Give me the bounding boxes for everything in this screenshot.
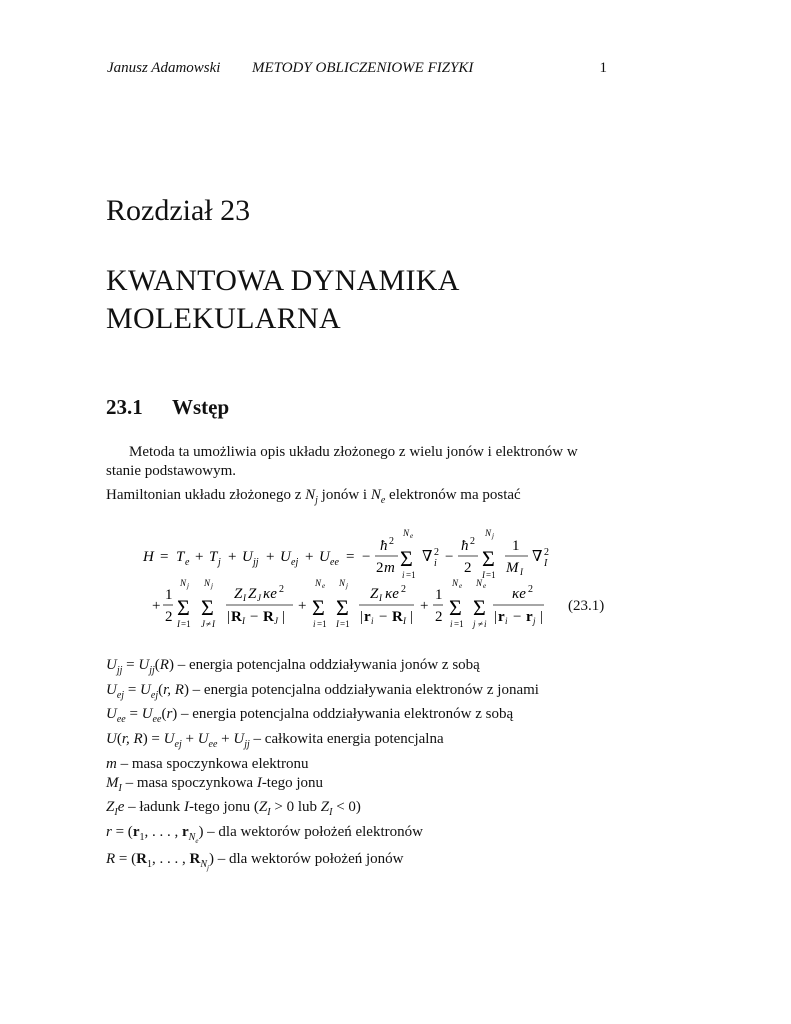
svg-text:M: M <box>506 560 519 576</box>
svg-text:r: r <box>498 609 505 625</box>
section-title: Wstęp <box>172 395 230 419</box>
svg-text:∇: ∇ <box>532 549 543 565</box>
svg-text:−: − <box>513 609 522 625</box>
svg-text:r: r <box>526 609 533 625</box>
svg-text:|: | <box>540 609 544 625</box>
svg-text:+: + <box>195 549 204 565</box>
svg-text:i: i <box>313 619 316 629</box>
svg-text:e: e <box>185 557 190 568</box>
svg-text:i: i <box>371 616 374 626</box>
svg-text:≠: ≠ <box>206 619 211 629</box>
definition-m: m – masa spoczynkowa elektronu <box>106 756 309 772</box>
header-author: Janusz Adamowski <box>107 60 221 76</box>
energy-definitions <box>106 656 539 754</box>
definition-R: $R = (R_1$, . . . , $R_{N_j}$) – dla wektorów położeń jonów <box>106 851 404 872</box>
section-number: 23.1 <box>106 395 143 419</box>
svg-text:=1: =1 <box>454 619 464 629</box>
svg-text:2: 2 <box>528 584 533 595</box>
definition-mi: $M_I$ – masa spoczynkowa I-tego jonu <box>106 774 324 794</box>
svg-text:−: − <box>379 609 388 625</box>
svg-text:Z: Z <box>248 586 257 602</box>
svg-text:2: 2 <box>376 560 384 576</box>
svg-text:1: 1 <box>165 587 173 603</box>
svg-text:N: N <box>180 578 187 588</box>
svg-text:I: I <box>242 616 245 626</box>
svg-text:Z: Z <box>370 586 379 602</box>
hamiltonian-intro: Hamiltonian układu złożonego z $N_j$ jonów i $N_e$ elektronów ma postać <box>106 487 521 506</box>
svg-text:m: m <box>384 560 395 576</box>
svg-text:Σ: Σ <box>473 595 486 620</box>
svg-text:j: j <box>533 616 536 626</box>
svg-text:R: R <box>263 609 274 625</box>
svg-text:=1: =1 <box>486 570 496 580</box>
svg-text:j: j <box>211 582 213 590</box>
svg-text:κe: κe <box>263 586 277 602</box>
svg-text:|: | <box>360 609 364 625</box>
svg-text:+: + <box>266 549 275 565</box>
svg-text:Σ: Σ <box>201 595 214 620</box>
svg-text:J: J <box>257 593 261 603</box>
svg-text:Z: Z <box>234 586 243 602</box>
svg-text:U: U <box>280 549 291 565</box>
svg-text:+: + <box>420 598 429 614</box>
svg-text:2: 2 <box>464 560 472 576</box>
definition-zi: $Z_Ie$ – ładunk I-tego jonu ($Z_I > 0$ lub $Z_I < 0$) <box>106 799 361 818</box>
svg-text:e: e <box>322 582 326 590</box>
svg-text:+: + <box>228 549 237 565</box>
definition-utotal: U(r, $R) = U_{ej} + U_{ee} + U_{jj}$ – całkowita energia potencjalna <box>106 730 444 750</box>
svg-text:−: − <box>250 609 259 625</box>
svg-text:I: I <box>212 619 215 629</box>
svg-text:2: 2 <box>401 584 406 595</box>
svg-text:i: i <box>434 558 437 569</box>
svg-text:1: 1 <box>435 587 443 603</box>
svg-text:=1: =1 <box>181 619 191 629</box>
chapter-title-line2: MOLEKULARNA <box>106 302 341 335</box>
svg-text:2: 2 <box>279 584 284 595</box>
svg-text:i: i <box>484 619 487 629</box>
svg-text:i: i <box>402 570 405 580</box>
svg-text:I: I <box>482 570 485 580</box>
svg-text:I: I <box>520 567 523 577</box>
svg-text:=: = <box>160 549 169 565</box>
definition-uej: $U_{ej} = U_{ej}(r$, R) – energia potencjalna oddziaływania elektronów z jonami <box>106 681 539 701</box>
svg-text:N: N <box>452 578 459 588</box>
chapter-label: Rozdział 23 <box>106 194 251 227</box>
svg-text:I: I <box>243 593 246 603</box>
svg-text:T: T <box>176 549 185 565</box>
svg-text:T: T <box>209 549 218 565</box>
svg-text:j: j <box>473 619 476 629</box>
svg-text:|: | <box>282 609 286 625</box>
svg-text:Σ: Σ <box>177 595 190 620</box>
svg-text:ej: ej <box>291 557 299 568</box>
svg-text:=1: =1 <box>406 570 416 580</box>
svg-text:=1: =1 <box>317 619 327 629</box>
svg-text:2: 2 <box>434 547 439 558</box>
svg-text:N: N <box>403 528 410 538</box>
svg-text:J: J <box>274 616 278 626</box>
svg-text:Σ: Σ <box>312 595 325 620</box>
svg-text:N: N <box>315 578 322 588</box>
header-book-title: METODY OBLICZENIOWE FIZYKI <box>252 60 474 76</box>
svg-text:2: 2 <box>389 536 394 547</box>
svg-text:Σ: Σ <box>482 546 495 571</box>
svg-text:N: N <box>485 528 492 538</box>
svg-text:e: e <box>410 532 414 540</box>
svg-text:U: U <box>319 549 330 565</box>
svg-text:R: R <box>392 609 403 625</box>
hamiltonian-equation <box>100 525 620 635</box>
svg-text:j: j <box>492 532 494 540</box>
svg-text:ee: ee <box>330 557 339 568</box>
svg-text:2: 2 <box>165 609 173 625</box>
section-heading <box>106 395 229 420</box>
svg-text:I: I <box>403 616 406 626</box>
page-number: 1 <box>599 60 607 76</box>
svg-text:κe: κe <box>385 586 399 602</box>
svg-text:|: | <box>494 609 498 625</box>
svg-text:i: i <box>505 616 508 626</box>
svg-text:N: N <box>204 578 211 588</box>
svg-text:j: j <box>187 582 189 590</box>
svg-text:Σ: Σ <box>336 595 349 620</box>
svg-text:i: i <box>450 619 453 629</box>
svg-text:jj: jj <box>253 557 259 568</box>
svg-text:∇: ∇ <box>422 549 433 565</box>
svg-text:U: U <box>242 549 253 565</box>
svg-text:κe: κe <box>512 586 526 602</box>
svg-text:+: + <box>305 549 314 565</box>
definition-ujj: $U_{jj} = U_{jj}(R)$ – energia potencjalna oddziaływania jonów z sobą <box>106 657 480 676</box>
svg-text:=: = <box>346 549 355 565</box>
svg-text:+: + <box>298 598 307 614</box>
definition-uee: $U_{ee} = U_{ee}(r)$ – energia potencjalna oddziaływania elektronów z sobą <box>106 706 514 725</box>
svg-text:r: r <box>364 609 371 625</box>
chapter-title <box>106 262 460 338</box>
svg-text:Σ: Σ <box>449 595 462 620</box>
svg-text:I: I <box>177 619 180 629</box>
svg-text:ħ: ħ <box>461 538 469 554</box>
svg-text:R: R <box>231 609 242 625</box>
svg-text:e: e <box>459 582 463 590</box>
svg-text:I: I <box>336 619 339 629</box>
svg-text:1: 1 <box>512 538 520 554</box>
svg-text:I: I <box>544 558 548 569</box>
svg-text:≠: ≠ <box>478 619 483 629</box>
svg-text:ħ: ħ <box>380 538 388 554</box>
svg-text:2: 2 <box>470 536 475 547</box>
svg-text:j: j <box>218 557 221 568</box>
svg-text:−: − <box>445 549 454 565</box>
svg-text:=1: =1 <box>340 619 350 629</box>
svg-text:j: j <box>346 582 348 590</box>
svg-text:e: e <box>483 582 487 590</box>
definition-r: $r = (r_1$, . . . , $r_{N_e}$) – dla wektorów położeń elektronów <box>106 823 423 845</box>
chapter-title-line1: KWANTOWA DYNAMIKA <box>106 264 460 297</box>
svg-text:I: I <box>379 593 382 603</box>
svg-text:Σ: Σ <box>400 546 413 571</box>
intro-paragraph: Metoda ta umożliwia opis układu złożonego z wielu jonów i elektronów w stanie podstawowym. <box>106 444 578 479</box>
svg-text:2: 2 <box>435 609 443 625</box>
svg-text:−: − <box>362 549 371 565</box>
symbol-definitions <box>106 755 423 878</box>
svg-text:|: | <box>227 609 231 625</box>
svg-text:N: N <box>476 578 483 588</box>
svg-text:H: H <box>143 549 154 565</box>
svg-text:N: N <box>339 578 346 588</box>
svg-text:+: + <box>152 598 161 614</box>
svg-text:2: 2 <box>544 547 549 558</box>
svg-text:|: | <box>410 609 414 625</box>
equation-number: (23.1) <box>568 598 605 614</box>
svg-text:J: J <box>201 619 205 629</box>
